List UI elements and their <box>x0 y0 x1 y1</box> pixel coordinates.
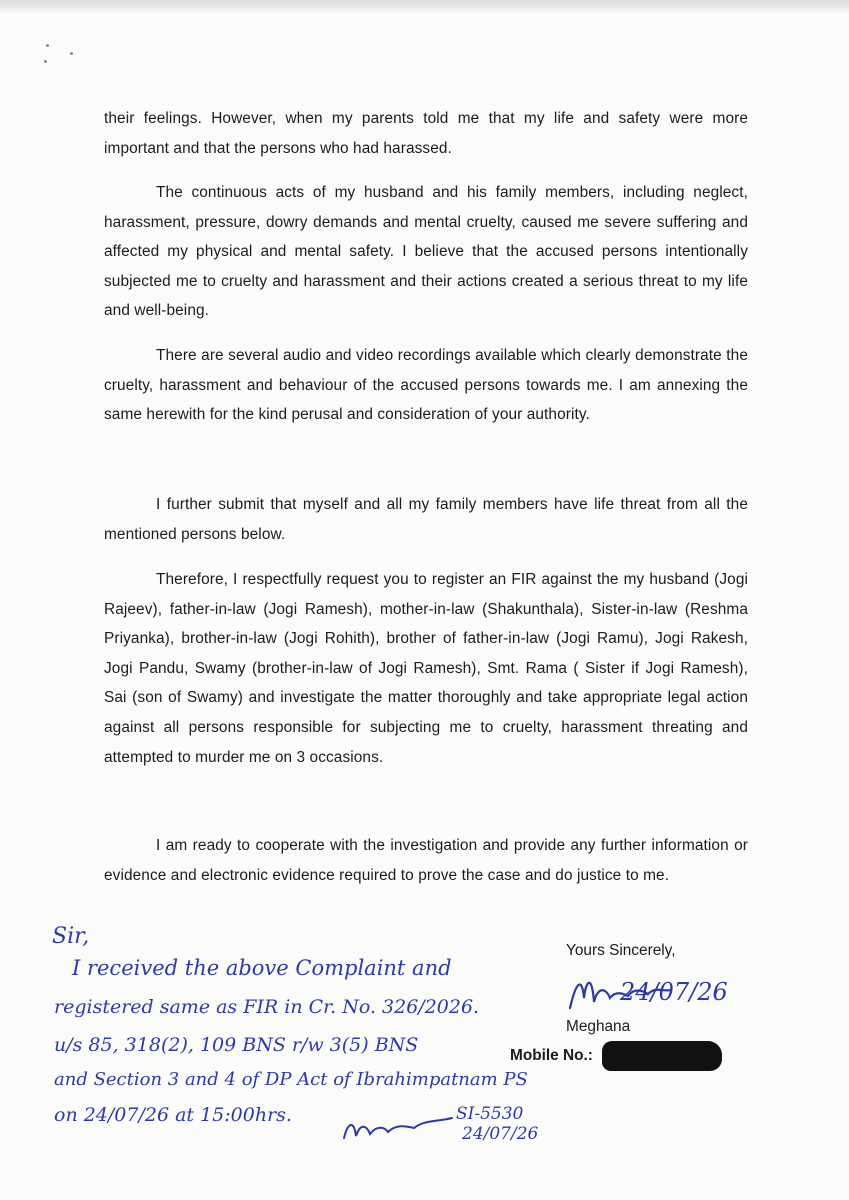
officer-id: SI-5530 <box>456 1104 524 1124</box>
scan-speck <box>46 44 49 47</box>
mobile-label: Mobile No.: <box>510 1047 593 1064</box>
endorsement-line-3: u/s 85, 318(2), 109 BNS r/w 3(5) BNS <box>54 1034 419 1056</box>
signature-date: 24/07/26 <box>620 978 728 1006</box>
closing-yours-sincerely: Yours Sincerely, <box>566 942 676 959</box>
endorsement-line-4: and Section 3 and 4 of DP Act of Ibrahimpatnam PS <box>54 1069 528 1090</box>
endorsement-line-1: I received the above Complaint and <box>72 956 452 980</box>
paragraph-fir-request: Therefore, I respectfully request you to register an FIR against the my husband (Jogi Rajeev), father-in-law (Jogi Ramesh), mother-in-law (Shakunthala), Sister-in-law (Reshma Priyanka), brother-in-law (Jogi Rohith), brother of father-in-law (Jogi Ramu), Jogi Rakesh, Jogi Pandu, Swamy (brother-in-law of Jogi Ramesh), Smt. Rama ( Sister if Jogi Ramesh), Sai (son of Swamy) and investigate the matter thoroughly and take appropriate legal action against all persons responsible for subjecting me to cruelty, harassment threating and attempted to murder me on 3 occasions. <box>104 571 748 766</box>
scan-speck <box>44 60 47 63</box>
endorsement-line-2: registered same as FIR in Cr. No. 326/2026. <box>54 996 480 1018</box>
scan-edge-shadow <box>0 0 849 14</box>
endorsement-salutation: Sir, <box>52 924 90 949</box>
officer-initials-signature <box>340 1108 460 1144</box>
endorsement-line-5: on 24/07/26 at 15:00hrs. <box>54 1104 292 1126</box>
paragraph-cooperate: I am ready to cooperate with the investigation and provide any further information or evidence and electronic evidence required to prove the case and do justice to me. <box>104 837 748 884</box>
paragraph-recordings: There are several audio and video recordings available which clearly demonstrate the cruelty, harassment and behaviour of the accused persons towards me. I am annexing the same herewith for the kind perusal and consideration of your authority. <box>104 347 748 424</box>
redacted-mobile-number <box>602 1041 722 1071</box>
paragraph-feelings: their feelings. However, when my parents told me that my life and safety were more important and that the persons who had harassed. <box>104 110 748 157</box>
complainant-name: Meghana <box>566 1018 631 1035</box>
paragraph-life-threat: I further submit that myself and all my family members have life threat from all the mentioned persons below. <box>104 496 748 543</box>
paragraph-continuous-acts: The continuous acts of my husband and his family members, including neglect, harassment, pressure, dowry demands and mental cruelty, caused me severe suffering and affected my physical and mental safety. I believe that the accused persons intentionally subjected me to cruelty and harassment and their actions created a serious threat to my life and well-being. <box>104 184 748 320</box>
scan-speck <box>70 52 73 55</box>
officer-date: 24/07/26 <box>462 1124 539 1144</box>
